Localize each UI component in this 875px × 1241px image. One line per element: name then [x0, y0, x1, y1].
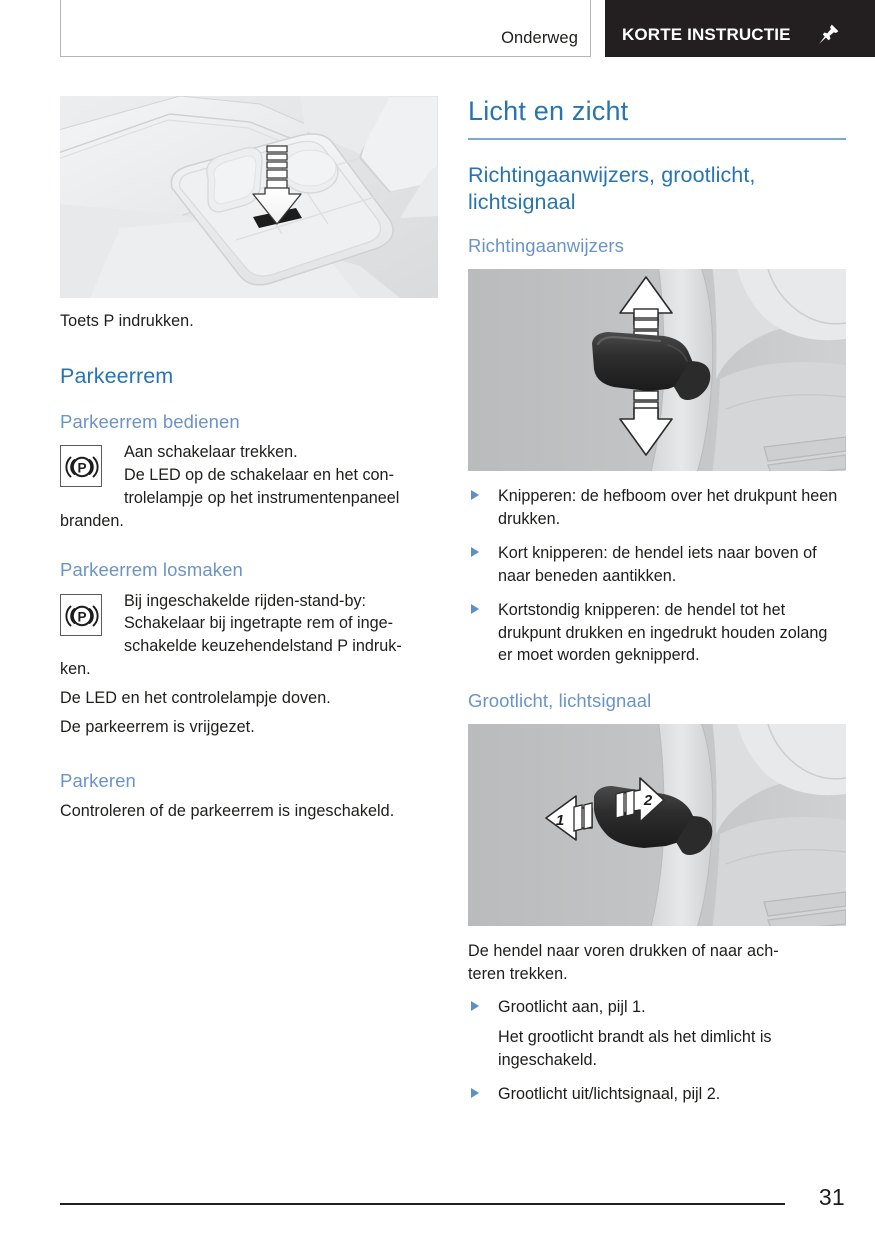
triangle-bullet-icon — [471, 547, 479, 557]
figure-center-console — [60, 96, 438, 298]
arrow-2-label: 2 — [643, 792, 653, 810]
parkeren-text: Controleren of de parkeerrem is ingeschakeld. — [60, 801, 395, 820]
high-beam-bullets — [468, 996, 846, 1105]
grootlicht-intro-line-2: teren trekken. — [468, 965, 568, 984]
list-item — [468, 485, 846, 531]
pushpin-icon — [817, 22, 841, 46]
instruction-text-bedienen — [124, 441, 438, 510]
page-number: 31 — [818, 1184, 845, 1210]
svg-text:P: P — [77, 460, 87, 476]
right-column — [468, 96, 846, 1105]
heading-parkeerrem-losmaken: Parkeerrem losmaken — [60, 559, 243, 581]
triangle-bullet-icon — [471, 1088, 479, 1098]
figure-high-beam-stalk — [468, 724, 846, 926]
heading-grootlicht-lichtsignaal: Grootlicht, lichtsignaal — [468, 690, 652, 712]
losmaken-line-2: Schakelaar bij ingetrapte rem of inge- — [124, 614, 394, 633]
list-item-note — [468, 1026, 846, 1072]
instruction-block-losmaken — [60, 590, 438, 681]
instruction-block-bedienen — [60, 441, 438, 532]
heading-richtingaanwijzers: Richtingaanwijzers — [468, 235, 625, 257]
losmaken-line-6: De parkeerrem is vrijgezet. — [60, 717, 255, 736]
list-item — [468, 599, 846, 668]
list-item-text: Het grootlicht brandt als het dimlicht is ingeschakeld. — [498, 1027, 772, 1069]
parking-brake-icon — [60, 594, 102, 636]
section-tab-label: KORTE INSTRUCTIE — [622, 25, 791, 44]
list-item-text: Grootlicht uit/lichtsignaal, pijl 2. — [498, 1084, 721, 1103]
section-tab[interactable] — [605, 0, 875, 57]
turn-signal-bullets — [468, 485, 846, 667]
list-item-text: Kortstondig knipperen: de hendel tot het drukpunt drukken en ingedrukt houden zolang er moet worden geknipperd. — [498, 600, 828, 665]
losmaken-line-1: Bij ingeschakelde rijden-stand-by: — [124, 591, 367, 610]
breadcrumb-box — [60, 0, 591, 57]
figure-console-caption: Toets P indrukken. — [60, 312, 194, 330]
heading-richtingaanwijzers-grootlicht: Richtingaanwijzers, grootlicht, lichtsignaal — [468, 163, 756, 215]
list-item-text: Grootlicht aan, pijl 1. — [498, 998, 646, 1017]
page-header — [0, 0, 875, 58]
left-column — [60, 96, 438, 823]
losmaken-line-3: schakelde keuzehendelstand P indruk- — [124, 637, 402, 656]
heading-parkeerrem: Parkeerrem — [60, 363, 174, 388]
triangle-bullet-icon — [471, 1001, 479, 1011]
breadcrumb: Onderweg — [501, 29, 578, 47]
bedienen-line-2: De LED op de schakelaar en het con- — [124, 465, 394, 484]
losmaken-line-4: ken. — [60, 660, 91, 679]
heading-parkeren: Parkeren — [60, 769, 136, 791]
grootlicht-intro-line-1: De hendel naar voren drukken of naar ach- — [468, 942, 779, 961]
svg-text:P: P — [77, 609, 87, 625]
bedienen-line-1: Aan schakelaar trekken. — [124, 443, 298, 462]
list-item-text: Knipperen: de hefboom over het drukpunt heen drukken. — [498, 487, 838, 529]
bedienen-line-3: trolelampje op het instrumentenpaneel — [124, 488, 400, 507]
list-item — [468, 542, 846, 588]
footer-rule — [60, 1203, 785, 1205]
page-title: Licht en zicht — [468, 96, 629, 126]
list-item — [468, 996, 846, 1019]
instruction-text-losmaken — [124, 590, 438, 659]
arrow-1-label: 1 — [555, 812, 565, 830]
triangle-bullet-icon — [471, 490, 479, 500]
losmaken-line-5: De LED en het controlelampje doven. — [60, 688, 331, 707]
parking-brake-icon — [60, 445, 102, 487]
list-item — [468, 1083, 846, 1106]
bedienen-line-4: branden. — [60, 511, 124, 530]
heading-parkeerrem-bedienen: Parkeerrem bedienen — [60, 410, 240, 432]
triangle-bullet-icon — [471, 604, 479, 614]
list-item-text: Kort knipperen: de hendel iets naar boven of naar beneden aantikken. — [498, 544, 817, 585]
figure-turn-signal-stalk — [468, 269, 846, 471]
